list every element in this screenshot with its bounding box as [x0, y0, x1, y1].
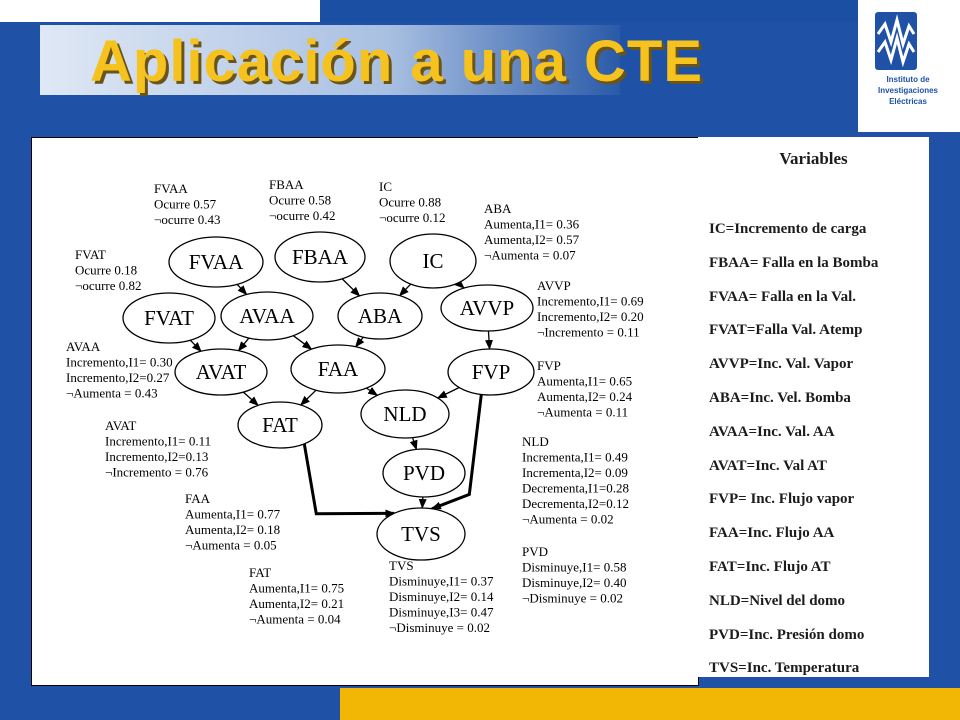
cpt-entry: Aumenta,I2= 0.18 — [185, 522, 281, 537]
cpt-entry: Aumenta,I1= 0.77 — [185, 506, 281, 522]
cpt-entry: ¬Incremento = 0.76 — [105, 464, 209, 480]
cpt-entry: Decrementa,I2=0.12 — [522, 496, 629, 511]
cpt-entry: ¬Incremento = 0.11 — [537, 324, 640, 340]
variable-definition: FVP= Inc. Flujo vapor — [709, 491, 855, 508]
cpt-avat — [105, 418, 211, 480]
cpt-title: FVAT — [75, 247, 106, 262]
cpt-entry: Disminuye,I1= 0.37 — [389, 573, 494, 589]
cpt-entry: Aumenta,I2= 0.21 — [249, 596, 345, 611]
node-faa — [291, 345, 385, 393]
edge-ic-avvp — [458, 283, 464, 288]
node-label: FVAT — [144, 306, 194, 330]
cpt-title: TVS — [389, 558, 414, 573]
cpt-entry: ¬Disminuye = 0.02 — [389, 620, 490, 635]
node-fvaa — [169, 237, 263, 287]
variable-definition: FAT=Inc. Flujo AT — [709, 559, 831, 575]
variable-definition: ABA=Inc. Vel. Bomba — [709, 390, 851, 406]
node-label: FAT — [262, 413, 298, 437]
bottom-accent-bar — [340, 688, 960, 720]
cpt-entry: Disminuye,I1= 0.58 — [522, 559, 627, 575]
cpt-entry: Incremento,I2=0.27 — [66, 370, 170, 385]
cpt-tvs — [389, 558, 494, 635]
cpt-entry: ¬Aumenta = 0.05 — [185, 537, 277, 553]
edge-avaa-avat — [238, 338, 248, 351]
edge-fvaa-avaa — [237, 284, 247, 294]
cpt-title: FBAA — [269, 177, 304, 192]
cpt-title: NLD — [522, 434, 549, 449]
edge-nld-pvd — [413, 438, 417, 450]
cpt-entry: Incremento,I1= 0.30 — [66, 354, 173, 370]
node-label: FAA — [317, 357, 359, 381]
cpt-title: AVAT — [105, 418, 137, 433]
cpt-fbaa — [269, 177, 336, 223]
variable-definition: IC=Incremento de carga — [709, 221, 867, 237]
cpt-entry: Disminuye,I3= 0.47 — [389, 604, 494, 620]
edge-fvp-nld — [438, 388, 459, 398]
network-canvas — [32, 138, 698, 685]
cpt-title: FAT — [249, 565, 272, 580]
cpt-entry: Ocurre 0.57 — [154, 196, 217, 212]
cpt-entry: ¬Aumenta = 0.02 — [522, 511, 614, 527]
cpt-entry: Aumenta,I1= 0.65 — [537, 373, 633, 389]
cpt-title: FVAA — [154, 181, 188, 196]
edge-fvat-avat — [190, 340, 201, 351]
cpt-avaa — [66, 339, 173, 401]
node-label: AVAT — [195, 360, 247, 384]
variable-definition: FAA=Inc. Flujo AA — [709, 525, 835, 542]
node-nld — [361, 390, 449, 438]
cpt-entry: ¬Aumenta = 0.07 — [484, 247, 576, 263]
cpt-fvat — [75, 247, 142, 293]
cpt-title: PVD — [522, 544, 549, 559]
slide-title: Aplicación a una CTE — [90, 29, 703, 94]
variable-definition: AVAA=Inc. Val. AA — [709, 423, 835, 440]
cpt-avvp — [537, 278, 644, 340]
variable-definition: FVAA= Falla en la Val. — [709, 288, 857, 305]
edge-ic-aba — [400, 284, 411, 296]
node-label: FVP — [471, 360, 511, 384]
cpt-title: IC — [379, 179, 392, 194]
cpt-entry: Incrementa,I1= 0.49 — [522, 449, 628, 465]
cpt-entry: ¬ocurre 0.42 — [269, 208, 336, 223]
node-avvp — [441, 285, 533, 331]
variables-panel — [698, 137, 929, 677]
top-band — [320, 0, 860, 22]
edge-faa-fat — [301, 390, 316, 405]
cpt-entry: ¬ocurre 0.43 — [154, 212, 221, 227]
node-fvat — [123, 293, 215, 343]
cpt-entry: Decrementa,I1=0.28 — [522, 480, 629, 496]
cpt-entry: Incremento,I2=0.13 — [105, 449, 209, 464]
node-fvp — [448, 349, 534, 395]
node-fat — [238, 402, 322, 448]
node-pvd — [383, 449, 465, 497]
cpt-entry: Ocurre 0.58 — [269, 192, 332, 208]
node-ic — [390, 234, 476, 288]
cpt-title: FAA — [185, 491, 211, 506]
node-avaa — [221, 292, 313, 340]
cpt-fat — [249, 565, 344, 627]
cpt-title: AVVP — [537, 278, 571, 293]
variable-definition: PVD=Inc. Presión domo — [709, 626, 865, 643]
cpt-entry: ¬ocurre 0.12 — [379, 210, 446, 225]
edge-fat-tvs — [304, 444, 394, 514]
cpt-entry: Incremento,I1= 0.11 — [105, 433, 212, 449]
cpt-faa — [185, 491, 281, 553]
logo-line-1: Instituto de — [886, 75, 930, 84]
cpt-pvd — [522, 544, 626, 606]
node-label: PVD — [402, 461, 446, 485]
cpt-aba — [484, 201, 580, 263]
cpt-title: FVP — [537, 358, 561, 373]
variable-definition: NLD=Nivel del domo — [709, 592, 846, 609]
node-fbaa — [275, 232, 365, 282]
variable-definition: TVS=Inc. Temperatura — [709, 660, 860, 677]
node-label: AVAA — [239, 304, 295, 328]
edge-avat-fat — [243, 392, 258, 405]
cpt-nld — [522, 434, 629, 527]
institute-logo — [858, 0, 960, 132]
edge-faa-nld — [366, 388, 377, 395]
node-label: FBAA — [291, 245, 349, 269]
wave-logo-icon — [858, 0, 960, 132]
cpt-entry: Aumenta,I2= 0.57 — [484, 232, 580, 247]
cpt-entry: Aumenta,I1= 0.75 — [249, 580, 345, 596]
cpt-fvp — [537, 358, 633, 420]
cpt-entry: Aumenta,I1= 0.36 — [484, 216, 580, 232]
cpt-entry: Disminuye,I2= 0.40 — [522, 575, 627, 590]
cpt-entry: ¬Aumenta = 0.04 — [249, 611, 341, 627]
variables-title: Variables — [779, 149, 848, 168]
cpt-entry: ¬ocurre 0.82 — [75, 278, 142, 293]
cpt-entry: Incremento,I2= 0.20 — [537, 309, 644, 324]
cpt-entry: ¬Aumenta = 0.11 — [537, 404, 629, 420]
variable-definition: AVAT=Inc. Val AT — [709, 457, 827, 474]
edge-aba-faa — [356, 337, 364, 347]
cpt-entry: Aumenta,I2= 0.24 — [537, 389, 633, 404]
logo-line-3: Eléctricas — [889, 97, 927, 106]
cpt-title: AVAA — [66, 339, 101, 354]
cpt-entry: ¬Disminuye = 0.02 — [522, 590, 623, 606]
variable-definition: FBAA= Falla en la Bomba — [709, 254, 879, 271]
edge-pvd-tvs — [422, 497, 423, 508]
node-label: NLD — [383, 402, 427, 426]
cpt-entry: Incrementa,I2= 0.09 — [522, 465, 628, 480]
cpt-entry: ¬Aumenta = 0.43 — [66, 385, 158, 401]
edge-avvp-fvp — [488, 331, 489, 349]
edge-avaa-faa — [293, 336, 311, 350]
edge-fbaa-aba — [342, 279, 359, 296]
node-label: TVS — [401, 522, 441, 546]
variable-definition: AVVP=Inc. Val. Vapor — [709, 356, 854, 373]
variable-definition: FVAT=Falla Val. Atemp — [709, 322, 863, 339]
node-aba — [338, 293, 422, 339]
cpt-entry: Disminuye,I2= 0.14 — [389, 589, 494, 604]
cpt-entry: Ocurre 0.88 — [379, 194, 442, 210]
node-label: ABA — [357, 304, 403, 328]
node-avat — [175, 349, 267, 395]
cpt-title: ABA — [484, 201, 512, 216]
bayesian-network-diagram — [31, 137, 699, 686]
node-label: FVAA — [188, 250, 244, 274]
logo-line-2: Investigaciones — [877, 86, 939, 95]
cpt-entry: Ocurre 0.18 — [75, 262, 138, 278]
node-label: AVVP — [459, 296, 515, 320]
cpt-fvaa — [154, 181, 221, 227]
top-left-band — [0, 0, 320, 22]
cpt-entry: Incremento,I1= 0.69 — [537, 293, 644, 309]
node-tvs — [377, 508, 465, 560]
cpt-ic — [379, 179, 446, 225]
node-label: IC — [422, 249, 444, 273]
